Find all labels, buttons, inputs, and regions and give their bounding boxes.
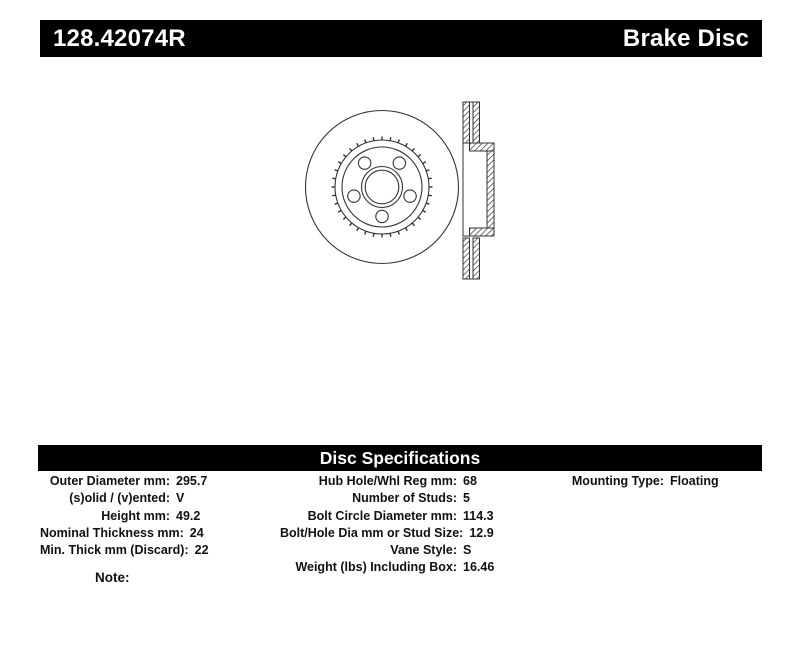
spec-value: 12.9 [469,525,494,540]
hat-flange-bottom [470,228,495,236]
spec-label: Height mm: [101,508,170,523]
spec-label: Weight (lbs) Including Box: [295,560,457,575]
friction-plate-top-left [463,102,470,143]
spec-value: 16.46 [463,560,495,575]
spec-label: Min. Thick mm (Discard): [40,543,189,558]
friction-plate-bottom-right [473,238,480,279]
spec-title-bar [38,445,762,471]
hub-hole-outer-circle [362,167,403,208]
brake-disc-drawing [290,86,510,296]
spec-label: Outer Diameter mm: [49,474,170,488]
hat-edge-circle [342,147,422,227]
spec-column-left [40,473,280,577]
spec-row-solid-vented [40,490,280,507]
spec-label: Hub Hole/Whl Reg mm: [318,474,457,488]
friction-plate-top-right [473,102,480,143]
spec-value: 24 [189,525,204,540]
spec-row-hub-hole [280,473,540,490]
spec-row-weight [280,559,540,576]
spec-value: 114.3 [463,508,494,523]
serrated-ring-circle [335,140,429,234]
spec-column-middle [280,473,540,577]
spec-row-mounting-type [540,473,762,490]
spec-value: 295.7 [176,474,208,488]
hat-flange-top [470,143,495,151]
friction-plate-bottom-left [463,238,470,279]
spec-title: Disc Specifications [319,448,481,468]
outer-diameter-circle [306,111,459,264]
spec-columns [40,473,762,577]
spec-value: Floating [670,474,719,488]
brake-disc-front-view [306,111,459,264]
spec-value: 49.2 [176,508,201,523]
spec-label: Mounting Type: [571,474,664,488]
spec-column-right [540,473,762,577]
spec-value: 5 [463,491,470,506]
spec-label: (s)olid / (v)ented: [69,491,170,506]
product-name: Brake Disc [622,24,749,52]
technical-drawing [290,86,510,296]
header-bar [40,20,762,57]
spec-label: Bolt Circle Diameter mm: [307,508,457,523]
spec-row-min-thickness [40,542,280,559]
spec-row-vane-style [280,542,540,559]
spec-row-bolt-hole-dia [280,525,540,542]
spec-label: Vane Style: [390,543,457,558]
spec-value: S [463,543,472,558]
hat-wall [487,151,494,228]
hub-hole-inner-circle [365,170,399,204]
spec-row-height [40,508,280,525]
spec-row-number-of-studs [280,490,540,507]
spec-value: V [176,491,185,506]
spec-value: 68 [463,474,477,488]
note-label: Note: [95,570,130,585]
spec-label: Bolt/Hole Dia mm or Stud Size: [280,525,464,540]
spec-row-outer-diameter [40,473,280,490]
spec-label: Number of Studs: [352,491,457,506]
spec-row-nominal-thickness [40,525,280,542]
spec-value: 22 [194,543,209,558]
spec-row-bolt-circle-diameter [280,508,540,525]
spec-label: Nominal Thickness mm: [40,525,184,540]
part-number: 128.42074R [53,24,186,52]
brake-disc-cross-section-view [463,102,494,279]
